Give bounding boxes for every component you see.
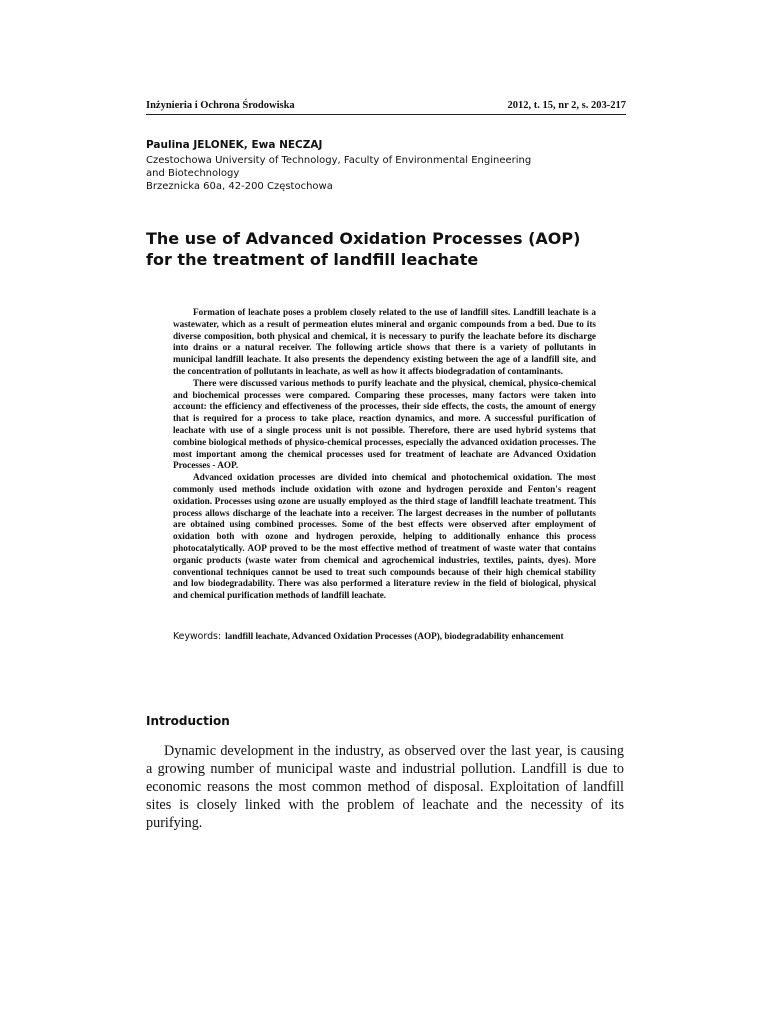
- affiliation-line-1: Czestochowa University of Technology, Faculty of Environmental Engineering: [146, 155, 532, 166]
- abstract-paragraph-1: Formation of leachate poses a problem closely related to the use of landfill sites. Landfill leachate is a wastewater, which as a result of permeation elutes mineral and organic compounds from a bed. Due to its diverse composition, both physical and chemical, it is necessary to purify the leachate before its discharge into drains or a natural receiver. The following article shows that there is a variety of pollutants in municipal landfill leachate. It also presents the dependency existing between the age of a landfill site, and the concentration of pollutants in leachate, as well as how it affects biodegradation of contaminants.: [173, 307, 596, 376]
- section-heading-introduction: Introduction: [146, 714, 230, 728]
- journal-name: Inżynieria i Ochrona Środowiska: [146, 100, 295, 111]
- paper-title: [146, 228, 616, 270]
- citation-info: 2012, t. 15, nr 2, s. 203-217: [507, 100, 626, 111]
- abstract-paragraph-2: There were discussed various methods to purify leachate and the physical, chemical, physico-chemical and biochemical processes were compared. Comparing these processes, many factors were taken into account: the efficiency and effectiveness of the processes, their side effects, the costs, the amount of energy that is required for a process to take place, reaction dynamics, and more. A successful purification of leachate with use of a single process unit is not possible. Therefore, there are used hybrid systems that combine biological methods of physico-chemical processes, especially the advanced oxidation processes. The most important among the chemical processes used for treatment of leachate are Advanced Oxidation Processes - AOP.: [173, 377, 596, 471]
- title-line-2: for the treatment of landfill leachate: [146, 250, 479, 269]
- running-header: [146, 100, 626, 115]
- keywords-text: landfill leachate, Advanced Oxidation Processes (AOP), biodegradability enhancement: [225, 631, 564, 641]
- authors: Paulina JELONEK, Ewa NECZAJ: [146, 139, 323, 151]
- abstract: [173, 307, 596, 602]
- affiliation-line-2: and Biotechnology: [146, 168, 240, 179]
- abstract-paragraph-3: Advanced oxidation processes are divided into chemical and photochemical oxidation. The most commonly used methods include oxidation with ozone and hydrogen peroxide and Fenton's reagent oxidation. Processes using ozone are usually employed as the third stage of landfill leachate treatment. This process allows discharge of the leachate into a receiver. The largest decreases in the number of pollutants are obtained using combined processes. Some of the best effects were observed after employment of oxidation both with ozone and hydrogen peroxide, helping to additionally enhance this process photocatalytically. AOP proved to be the most effective method of treatment of waste water that contains organic products (waste water from chemical and agrochemical industries, textiles, paints, dyes). More conventional techniques cannot be used to treat such compounds because of their high chemical stability and low biodegradability. There was also performed a literature review in the field of biological, physical and chemical purification methods of landfill leachate.: [173, 472, 596, 601]
- affiliation: [146, 154, 566, 193]
- affiliation-line-3: Brzeznicka 60a, 42-200 Częstochowa: [146, 181, 333, 192]
- introduction-paragraph: Dynamic development in the industry, as observed over the last year, is causing a growing number of municipal waste and industrial pollution. Landfill is due to economic reasons the most common method of disposal. Exploitation of landfill sites is closely linked with the problem of leachate and the necessity of its purifying.: [146, 743, 624, 831]
- title-line-1: The use of Advanced Oxidation Processes (AOP): [146, 229, 581, 248]
- keywords-label: Keywords:: [173, 631, 222, 642]
- keywords: [173, 631, 596, 643]
